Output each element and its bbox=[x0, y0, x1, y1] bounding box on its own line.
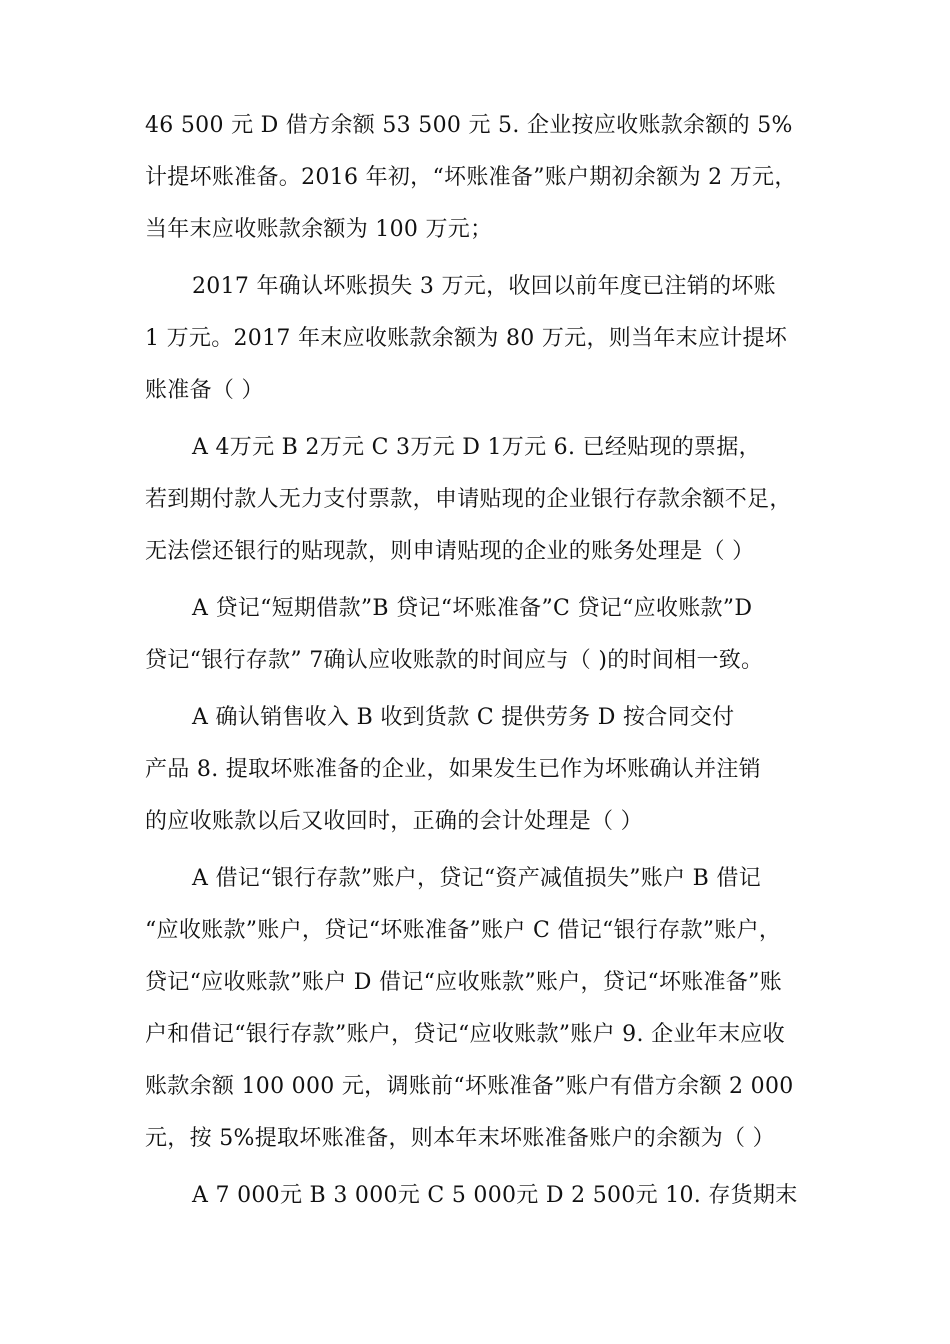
text-line: 若到期付款人无力支付票款，申请贴现的企业银行存款余额不足， bbox=[145, 487, 792, 512]
text-line: A 确认销售收入 B 收到货款 C 提供劳务 D 按合同交付 bbox=[192, 705, 735, 730]
text-line: 账款余额 100 000 元，调账前“坏账准备”账户有借方余额 2 000 bbox=[145, 1074, 794, 1099]
text-line: 元，按 5%提取坏账准备，则本年末坏账准备账户的余额为（ ） bbox=[145, 1126, 775, 1151]
text-line: A 7 000元 B 3 000元 C 5 000元 D 2 500元 10. 存货期末 bbox=[192, 1183, 798, 1208]
text-line: 产品 8. 提取坏账准备的企业，如果发生已作为坏账确认并注销 bbox=[145, 757, 761, 782]
text-line: 46 500 元 D 借方余额 53 500 元 5. 企业按应收账款余额的 5% bbox=[145, 113, 793, 138]
text-line: 2017 年确认坏账损失 3 万元，收回以前年度已注销的坏账 bbox=[192, 274, 776, 299]
text-line: 的应收账款以后又收回时，正确的会计处理是（ ） bbox=[145, 809, 643, 834]
text-line: 当年末应收账款余额为 100 万元； bbox=[145, 217, 493, 242]
text-line: A 贷记“短期借款”B 贷记“坏账准备”C 贷记“应收账款”D bbox=[192, 596, 753, 621]
text-line: 贷记“银行存款” 7确认应收账款的时间应与（ )的时间相一致。 bbox=[145, 648, 764, 673]
text-line: A 4万元 B 2万元 C 3万元 D 1万元 6. 已经贴现的票据， bbox=[192, 435, 761, 460]
text-line: 1 万元。2017 年末应收账款余额为 80 万元，则当年末应计提坏 bbox=[145, 326, 788, 351]
text-line: “应收账款”账户，贷记“坏账准备”账户 C 借记“银行存款”账户， bbox=[145, 918, 782, 943]
text-line: 计提坏账准备。2016 年初，“坏账准备”账户期初余额为 2 万元， bbox=[145, 165, 797, 190]
text-line: 贷记“应收账款”账户 D 借记“应收账款”账户，贷记“坏账准备”账 bbox=[145, 970, 783, 995]
text-line: A 借记“银行存款”账户，贷记“资产减值损失”账户 B 借记 bbox=[192, 866, 762, 891]
text-line: 账准备（ ） bbox=[145, 378, 264, 403]
text-line: 无法偿还银行的贴现款，则申请贴现的企业的账务处理是（ ） bbox=[145, 539, 755, 564]
text-line: 户和借记“银行存款”账户，贷记“应收账款”账户 9. 企业年末应收 bbox=[145, 1022, 785, 1047]
